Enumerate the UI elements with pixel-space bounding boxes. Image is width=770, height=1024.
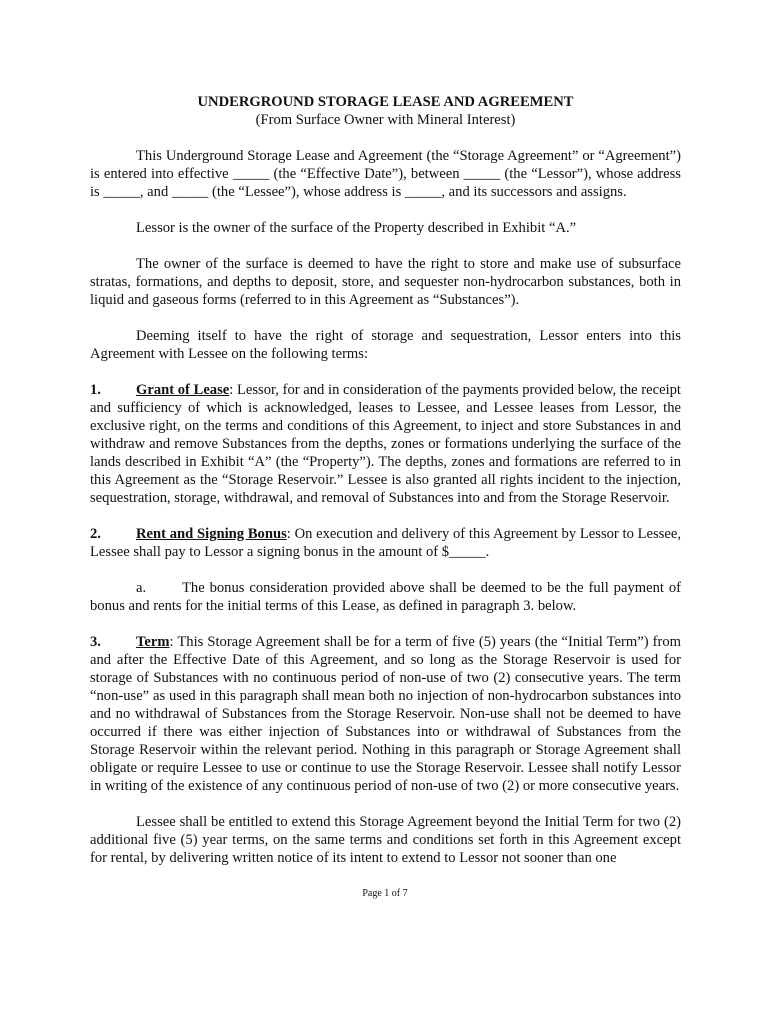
section-3 (90, 633, 681, 795)
subsection-a (90, 579, 681, 615)
section-text: : On execution and delivery of this Agreement by Lessor to Lessee, Lessee shall pay to Lessor a signing bonus in the amount of $_____. (90, 526, 681, 560)
surface-rights-paragraph: The owner of the surface is deemed to have the right to store and make use of subsurface stratas, formations, and depths to deposit, store, and sequester non-hydrocarbon substances, both in liquid and gaseous forms (referred to in this Agreement as “Substances”). (90, 256, 681, 308)
document-body (90, 0, 681, 867)
section-number: 2. (90, 526, 101, 542)
section-heading: Term (136, 634, 170, 650)
subsection-label: a. (136, 580, 147, 596)
section-heading: Grant of Lease (136, 382, 230, 398)
section-heading: Rent and Signing Bonus (136, 526, 287, 542)
section-text: : This Storage Agreement shall be for a term of five (5) years (the “Initial Term”) from and after the Effective Date of this Agreement, and so long as the Storage Reservoir is used for storage of Substances with no continuous period of non-use of two (2) consecutive years. The term “non-use” as used in this paragraph shall mean both no injection of non-hydrocarbon substances into and no withdrawal of Substances from the Storage Reservoir. Non-use shall not be deemed to have occurred if there was either injection of Substances into or withdrawal of Substances from the Storage Reservoir within the relevant period. Nothing in this paragraph or Storage Agreement shall obligate or require Lessee to use or continue to use the Storage Reservoir. Lessee shall notify Lessor in writing of the existence of any continuous period of non-use of two (2) or more consecutive years. (90, 634, 681, 794)
document-title: UNDERGROUND STORAGE LEASE AND AGREEMENT (197, 94, 574, 110)
subsection-text: The bonus consideration provided above shall be deemed to be the full payment of bonus and rents for the initial terms of this Lease, as defined in paragraph 3. below. (90, 580, 681, 614)
deeming-paragraph: Deeming itself to have the right of storage and sequestration, Lessor enters into this Agreement with Lessee on the following terms: (90, 328, 681, 362)
ownership-paragraph: Lessor is the owner of the surface of the Property described in Exhibit “A.” (136, 220, 577, 236)
section-1 (90, 381, 681, 507)
section-number: 1. (90, 382, 101, 398)
section-number: 3. (90, 634, 101, 650)
page-number: Page 1 of 7 (362, 888, 408, 899)
section-2 (90, 525, 681, 561)
extension-paragraph: Lessee shall be entitled to extend this Storage Agreement beyond the Initial Term for two (2) additional five (5) year terms, on the same terms and conditions set forth in this Agreement except for rental, by delivering written notice of its intent to extend to Lessor not sooner than one (90, 814, 681, 866)
document-subtitle: (From Surface Owner with Mineral Interest) (255, 112, 516, 128)
section-text: : Lessor, for and in consideration of the payments provided below, the receipt and sufficiency of which is acknowledged, leases to Lessee, and Lessee leases from Lessor, the exclusive right, on the terms and conditions of this Agreement, to inject and store Substances in and withdraw and remove Substances from the depths, zones or formations underlying the surface of the lands described in Exhibit “A” (the “Property”). The depths, zones and formations are referred to in this Agreement as the “Storage Reservoir.” Lessee is also granted all rights incident to the injection, sequestration, storage, withdrawal, and removal of Substances into and from the Storage Reservoir. (90, 382, 681, 506)
intro-paragraph: This Underground Storage Lease and Agreement (the “Storage Agreement” or “Agreement”) is entered into effective _____ (the “Effective Date”), between _____ (the “Lessor”), whose address is _____, and _____ (the “Lessee”), whose address is _____, and its successors and assigns. (90, 148, 681, 200)
